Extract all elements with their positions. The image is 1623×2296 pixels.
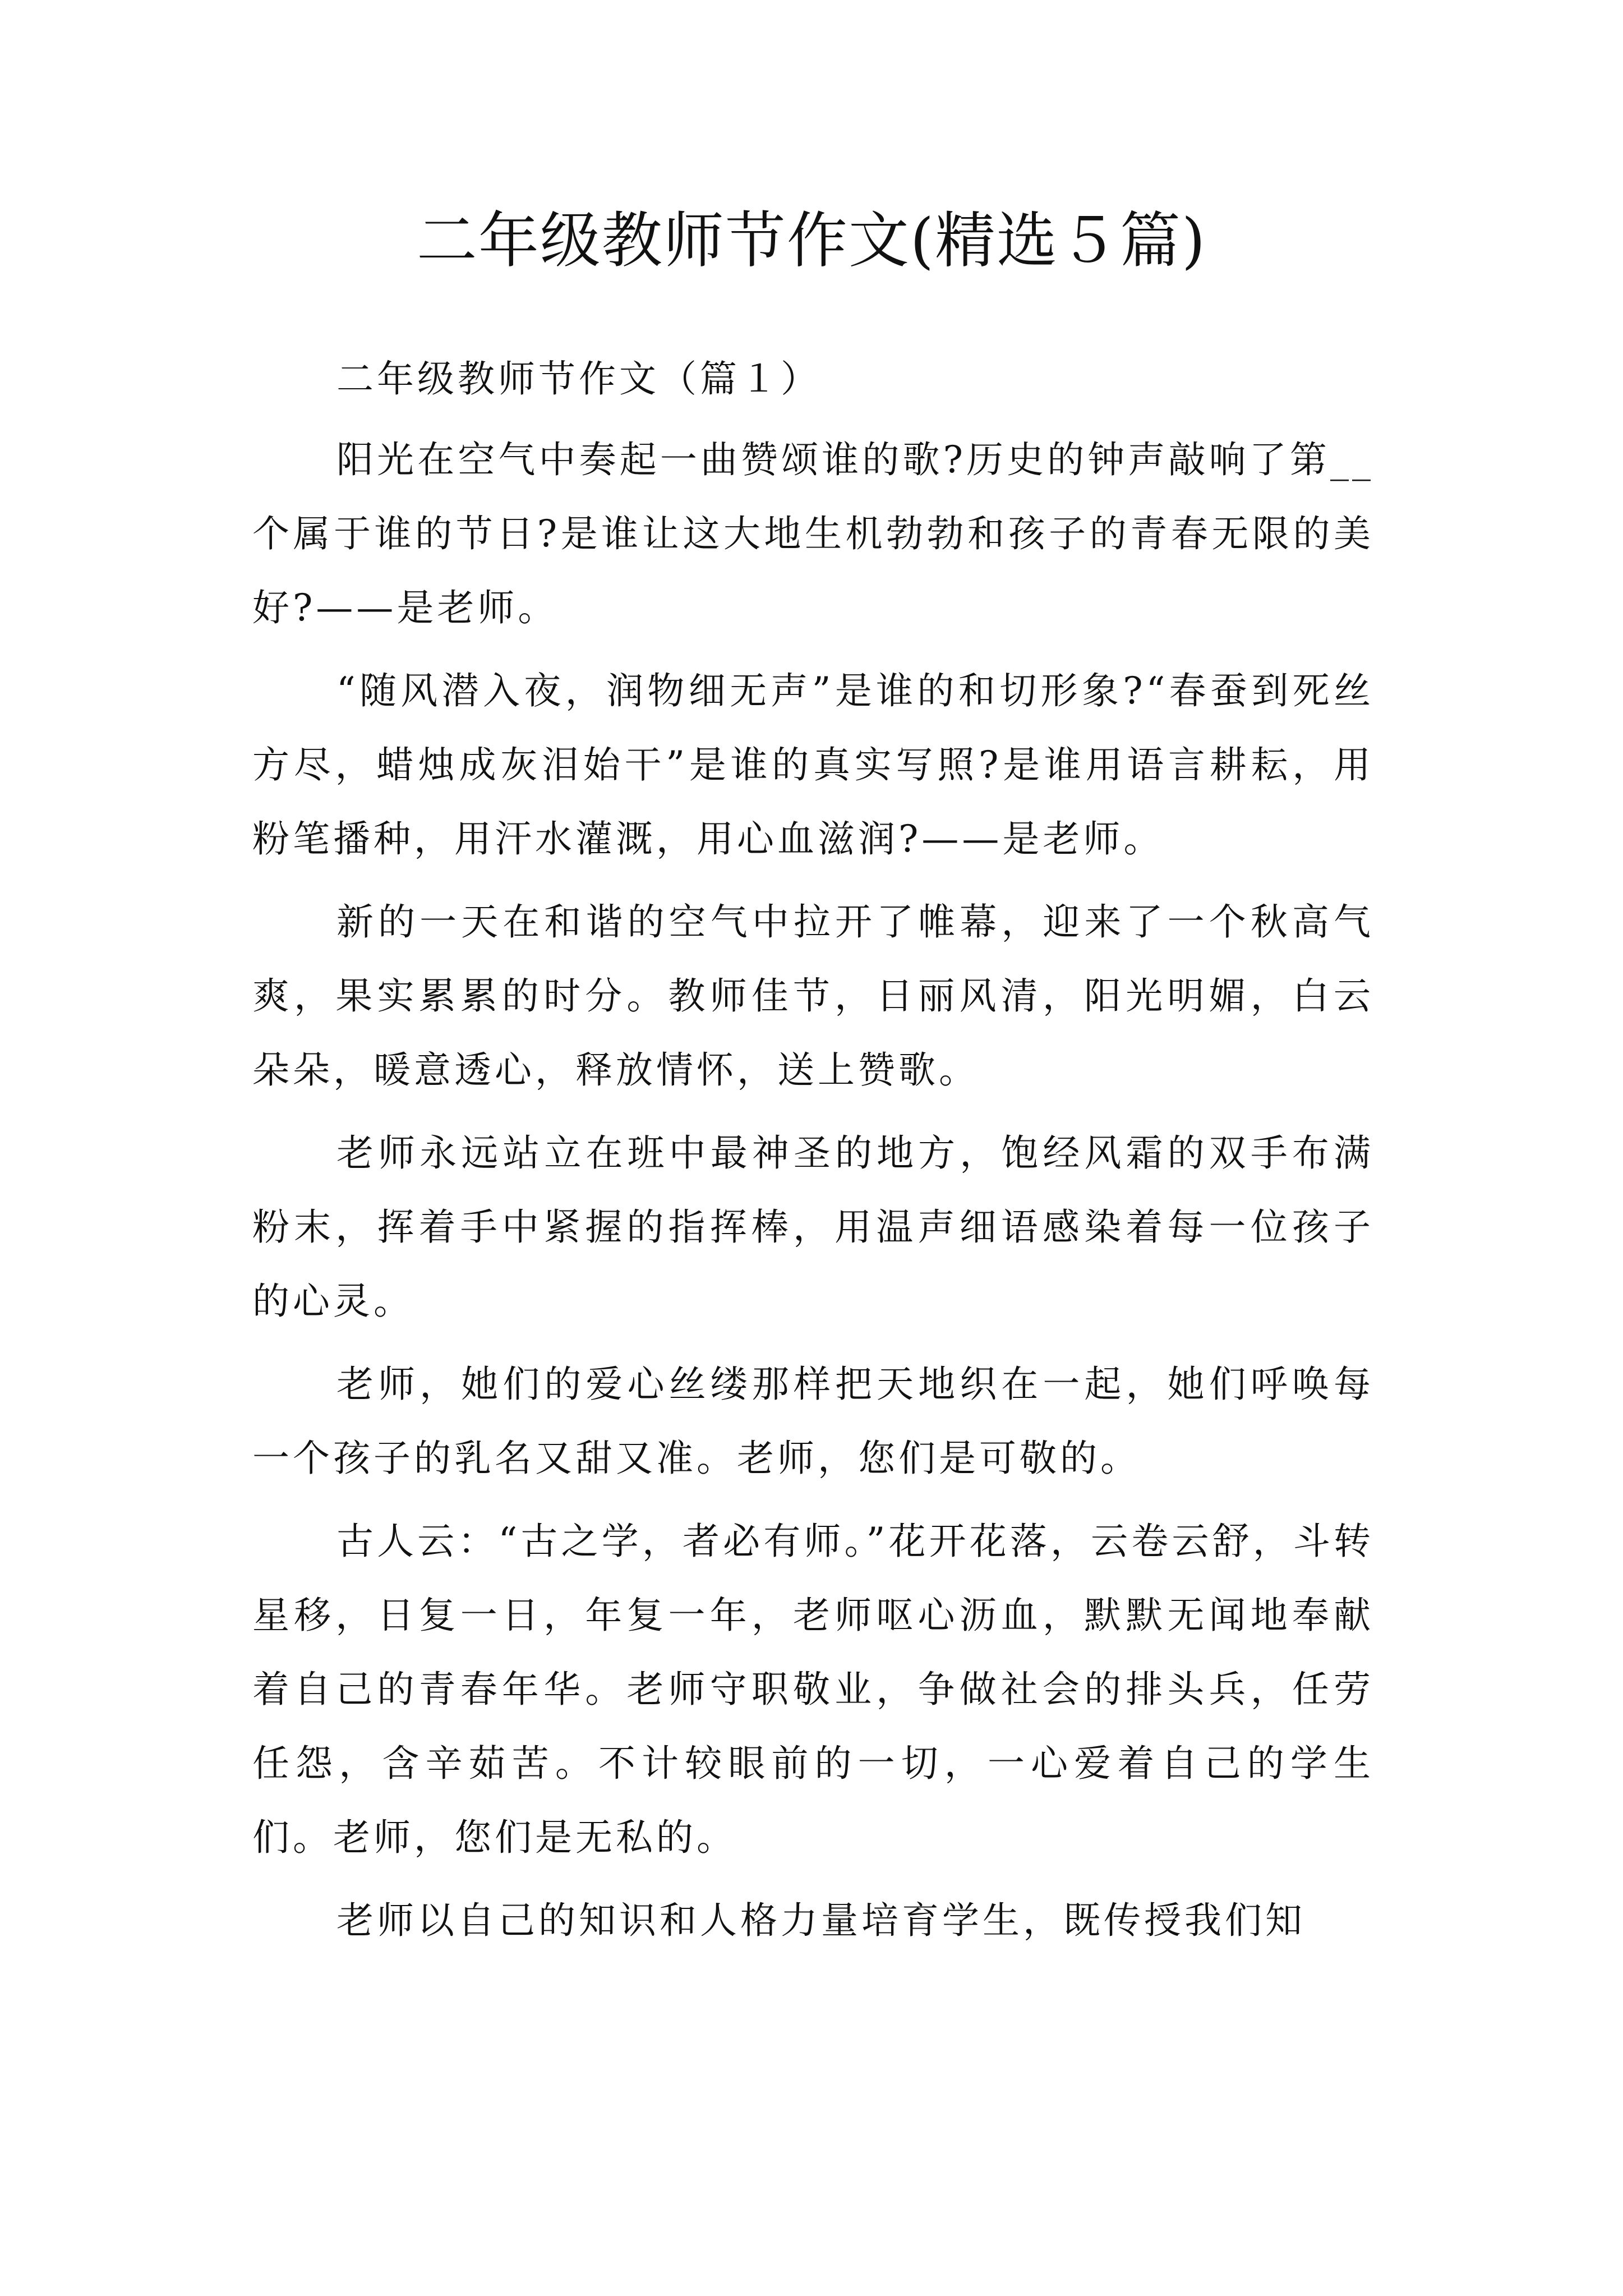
paragraph-7: 老师以自己的知识和人格力量培育学生，既传授我们知: [336, 1899, 1306, 1942]
paragraph-6: 古人云：“古之学，者必有师。”花开花落，云卷云舒，斗转星移，日复一日，年复一年，老师呕心沥血，默默无闻地奉献着自己的青春年华。老师守职敬业，争做社会的排头兵，任劳任怨，含辛茹苦。不计较眼前的一切，一心爱着自己的学生们。老师，您们是无私的。: [252, 1520, 1374, 1859]
paragraph-3: 新的一天在和谐的空气中拉开了帷幕，迎来了一个秋高气爽，果实累累的时分。教师佳节，日丽风清，阳光明媚，白云朵朵，暖意透心，释放情怀，送上赞歌。: [252, 900, 1374, 1092]
document-body: [252, 342, 1374, 1967]
document-title: 二年级教师节作文(精选５篇): [416, 206, 1207, 276]
paragraph-4: 老师永远站立在班中最神圣的地方，饱经风霜的双手布满粉末，挥着手中紧握的指挥棒，用温声细语感染着每一位孩子的心灵。: [252, 1131, 1374, 1323]
paragraph-1: 阳光在空气中奏起一曲赞颂谁的歌?历史的钟声敲响了第__个属于谁的节日?是谁让这大地生机勃勃和孩子的青春无限的美好?——是老师。: [252, 438, 1374, 629]
paragraph-5: 老师，她们的爱心丝缕那样把天地织在一起，她们呼唤每一个孩子的乳名又甜又准。老师，您们是可敬的。: [252, 1363, 1374, 1480]
paragraph-2: “随风潜入夜，润物细无声”是谁的和切形象?“春蚕到死丝方尽，蜡烛成灰泪始干”是谁的真实写照?是谁用语言耕耘，用粉笔播种，用汗水灌溉，用心血滋润?——是老师。: [252, 669, 1374, 861]
section-heading: 二年级教师节作文（篇１）: [336, 357, 821, 401]
